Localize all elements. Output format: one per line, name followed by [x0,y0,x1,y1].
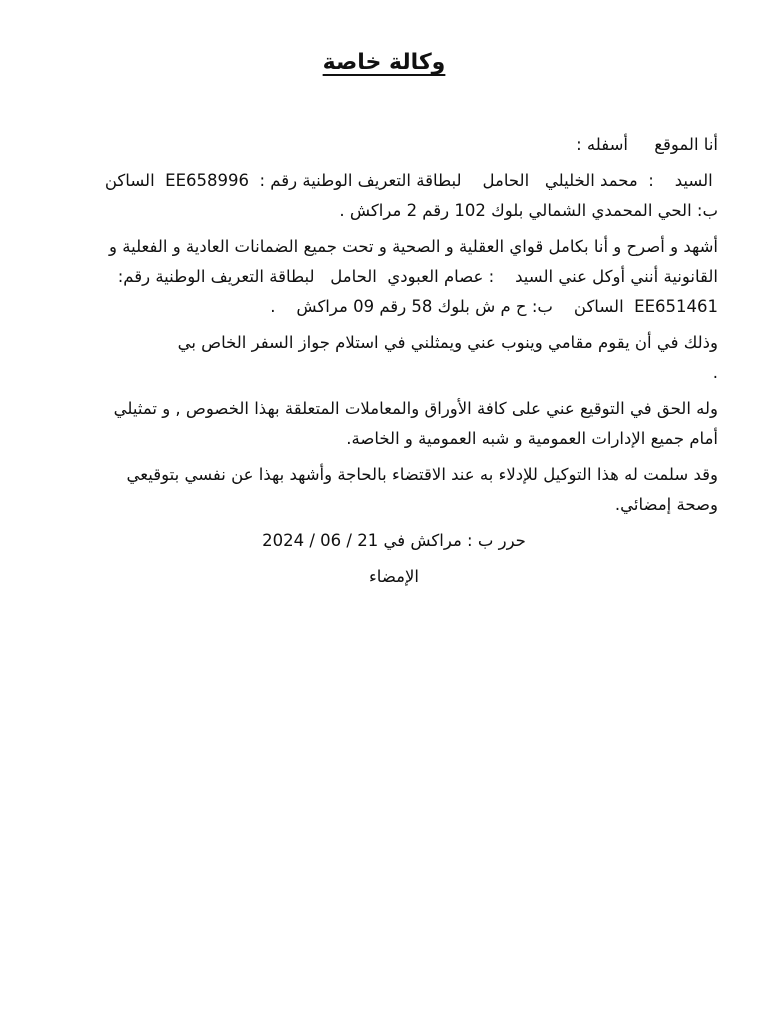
text-line: وصحة إمضائي. [614,495,718,514]
document-body [70,130,718,598]
paragraph-principal-identity [70,166,718,226]
paragraph-handover [70,460,718,520]
text-line: EE651461 الساكن ب: ح م ش بلوك 58 رقم 09 مراكش . [270,297,718,316]
paragraph-purpose [70,328,718,388]
paragraph-signatory [70,130,718,160]
place-date-line: حرر ب : مراكش في 21 / 06 / 2024 [262,531,526,550]
text-line: وذلك في أن يقوم مقامي وينوب عني ويمثلني في استلام جواز السفر الخاص بي [177,333,718,352]
text-line: أمام جميع الإدارات العمومية و شبه العمومية و الخاصة. [346,429,718,448]
text-line: . [712,363,718,382]
document-title: وكالة خاصة [322,50,446,75]
signature-block [70,562,718,592]
paragraph-declaration [70,232,718,322]
text-line: وله الحق في التوقيع عني على كافة الأوراق والمعاملات المتعلقة بهذا الخصوص , و تمثيلي [113,399,718,418]
place-and-date [70,526,718,556]
text-line: أنا الموقع أسفله : [576,135,718,154]
paragraph-rights [70,394,718,454]
text-line: وقد سلمت له هذا التوكيل للإدلاء به عند الاقتضاء بالحاجة وأشهد بهذا عن نفسي بتوقيعي [126,465,718,484]
text-line: أشهد و أصرح و أنا بكامل قواي العقلية و الصحية و تحت جميع الضمانات العادية و الفعلية و [109,237,718,256]
signature-label: الإمضاء [369,567,419,586]
text-line: السيد : محمد الخليلي الحامل لبطاقة التعريف الوطنية رقم : EE658996 الساكن [104,171,718,190]
text-line: ب: الحي المحمدي الشمالي بلوك 102 رقم 2 مراكش . [339,201,718,220]
text-line: القانونية أنني أوكل عني السيد : عصام العبودي الحامل لبطاقة التعريف الوطنية رقم: [117,267,718,286]
